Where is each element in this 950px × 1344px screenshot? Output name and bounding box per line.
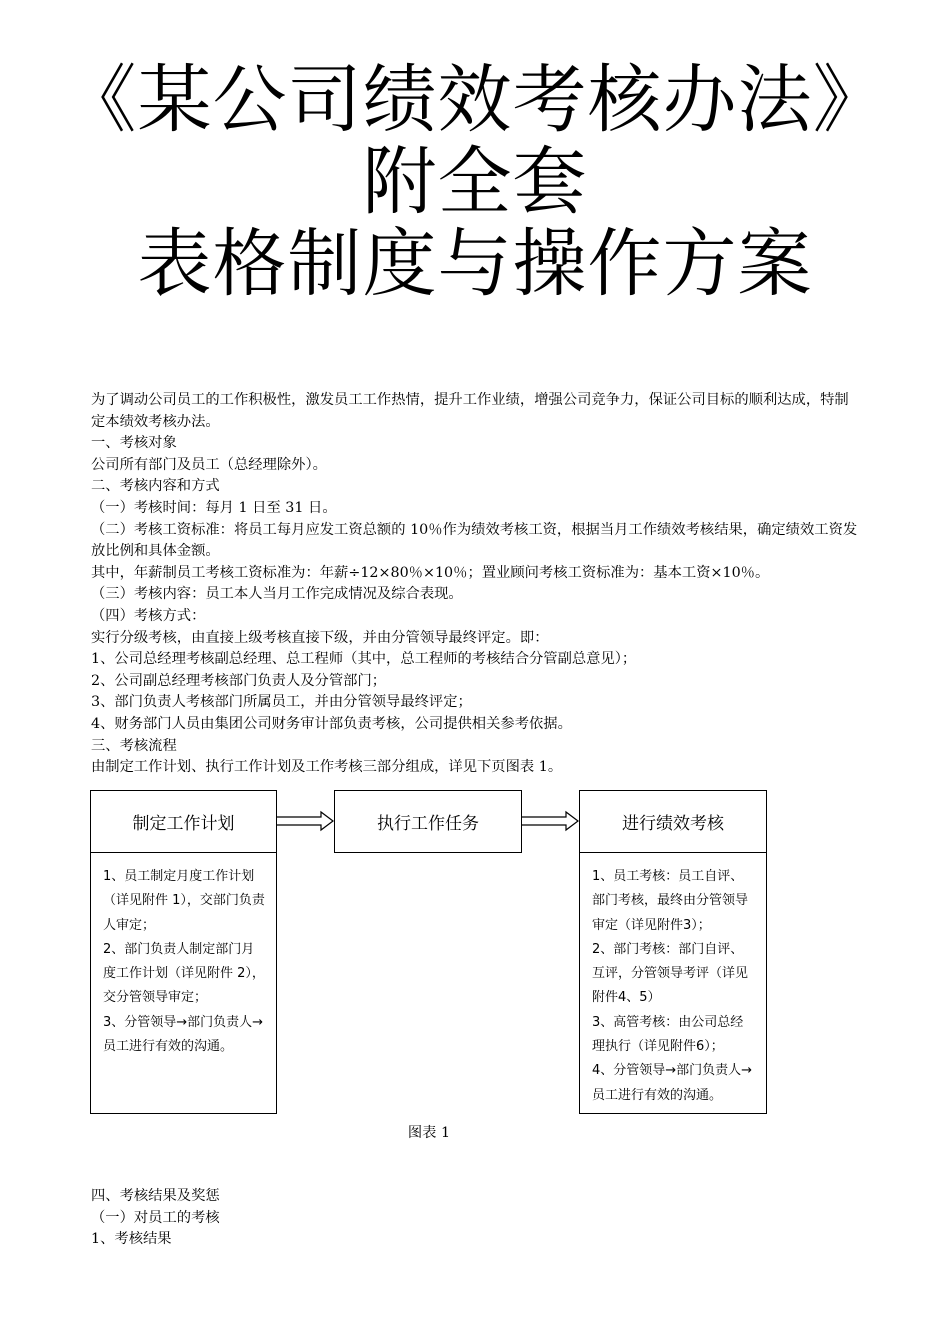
flow-evaluate-item: 2、部门考核：部门自评、互评，分管领导考评（详见附件4、5）: [592, 941, 749, 1006]
flow-evaluate-item: 4、分管领导→部门负责人→员工进行有效的沟通。: [592, 1063, 753, 1103]
flow-arrow-1-icon: [277, 810, 335, 832]
body-text: [91, 390, 861, 779]
flow-evaluate-item: 3、高管考核：由公司总经理执行（详见附件6）；: [592, 1014, 744, 1055]
list-item: 1、公司总经理考核副总经理、总工程师（其中，总工程师的考核结合分管副总意见）；: [91, 651, 637, 668]
list-item: 3、部门负责人考核部门所属员工，并由分管领导最终评定；: [91, 694, 472, 711]
flow-box-plan-title: [90, 790, 277, 853]
subsection-heading: （一）对员工的考核: [91, 1209, 220, 1226]
flow-plan-item: 2、部门负责人制定部门月度工作计划（详见附件 2），交分管领导审定；: [103, 941, 265, 1006]
flow-box-execute-title: [334, 790, 522, 853]
paragraph: 实行分级考核，由直接上级考核直接下级，并由分管领导最终评定。即：: [91, 629, 549, 646]
section-4: [91, 1186, 861, 1251]
flow-evaluate-item: 1、员工考核：员工自评、部门考核，最终由分管领导审定（详见附件3）；: [592, 869, 749, 933]
flow-arrow-2-icon: [522, 810, 580, 832]
document-title-line-2: 附全套: [362, 139, 588, 225]
flow-box-plan-details: [90, 852, 277, 1114]
flow-box-evaluate-details: [579, 852, 767, 1114]
paragraph: 由制定工作计划、执行工作计划及工作考核三部分组成，详见下页图表 1。: [91, 759, 563, 776]
list-item: 4、财务部门人员由集团公司财务审计部负责考核，公司提供相关参考依据。: [91, 715, 572, 732]
flow-box-evaluate-label: 进行绩效考核: [622, 814, 724, 834]
paragraph: （四）考核方式：: [91, 607, 206, 624]
section-heading-4: 四、考核结果及奖惩: [91, 1188, 220, 1204]
section-heading-1: 一、考核对象: [91, 435, 177, 452]
section-heading-2: 二、考核内容和方式: [91, 478, 220, 495]
paragraph: 公司所有部门及员工（总经理除外）。: [91, 456, 327, 473]
list-item: 1、考核结果: [91, 1231, 172, 1248]
flow-box-evaluate-title: [579, 790, 767, 853]
document-title-line-3: 表格制度与操作方案: [137, 221, 813, 307]
paragraph: （二）考核工资标准：将员工每月应发工资总额的 10％作为绩效考核工资，根据当月工作绩效考核结果，确定绩效工资发放比例和具体金额。: [91, 521, 858, 560]
list-item: 2、公司副总经理考核部门负责人及分管部门；: [91, 672, 387, 689]
flow-plan-item: 1、员工制定月度工作计划（详见附件 1），交部门负责人审定；: [103, 869, 265, 933]
figure-caption: 图表 1: [407, 1125, 451, 1141]
paragraph: 其中，年薪制员工考核工资标准为：年薪÷12×80％×10％；置业顾问考核工资标准为：基本工资×10％。: [91, 564, 770, 581]
paragraph: （三）考核内容：员工本人当月工作完成情况及综合表现。: [91, 586, 463, 603]
flow-box-plan-label: 制定工作计划: [132, 814, 235, 834]
document-title-line-1: 《某公司绩效考核办法》: [62, 57, 888, 143]
paragraph: （一）考核时间：每月 1 日至 31 日。: [91, 499, 337, 516]
intro-paragraph: 为了调动公司员工的工作积极性，激发员工工作热情，提升工作业绩，增强公司竞争力，保证公司目标的顺利达成，特制定本绩效考核办法。: [91, 392, 849, 430]
flow-box-execute-label: 执行工作任务: [377, 814, 479, 834]
section-heading-3: 三、考核流程: [91, 737, 177, 754]
flow-plan-item: 3、分管领导→部门负责人→员工进行有效的沟通。: [103, 1014, 264, 1055]
